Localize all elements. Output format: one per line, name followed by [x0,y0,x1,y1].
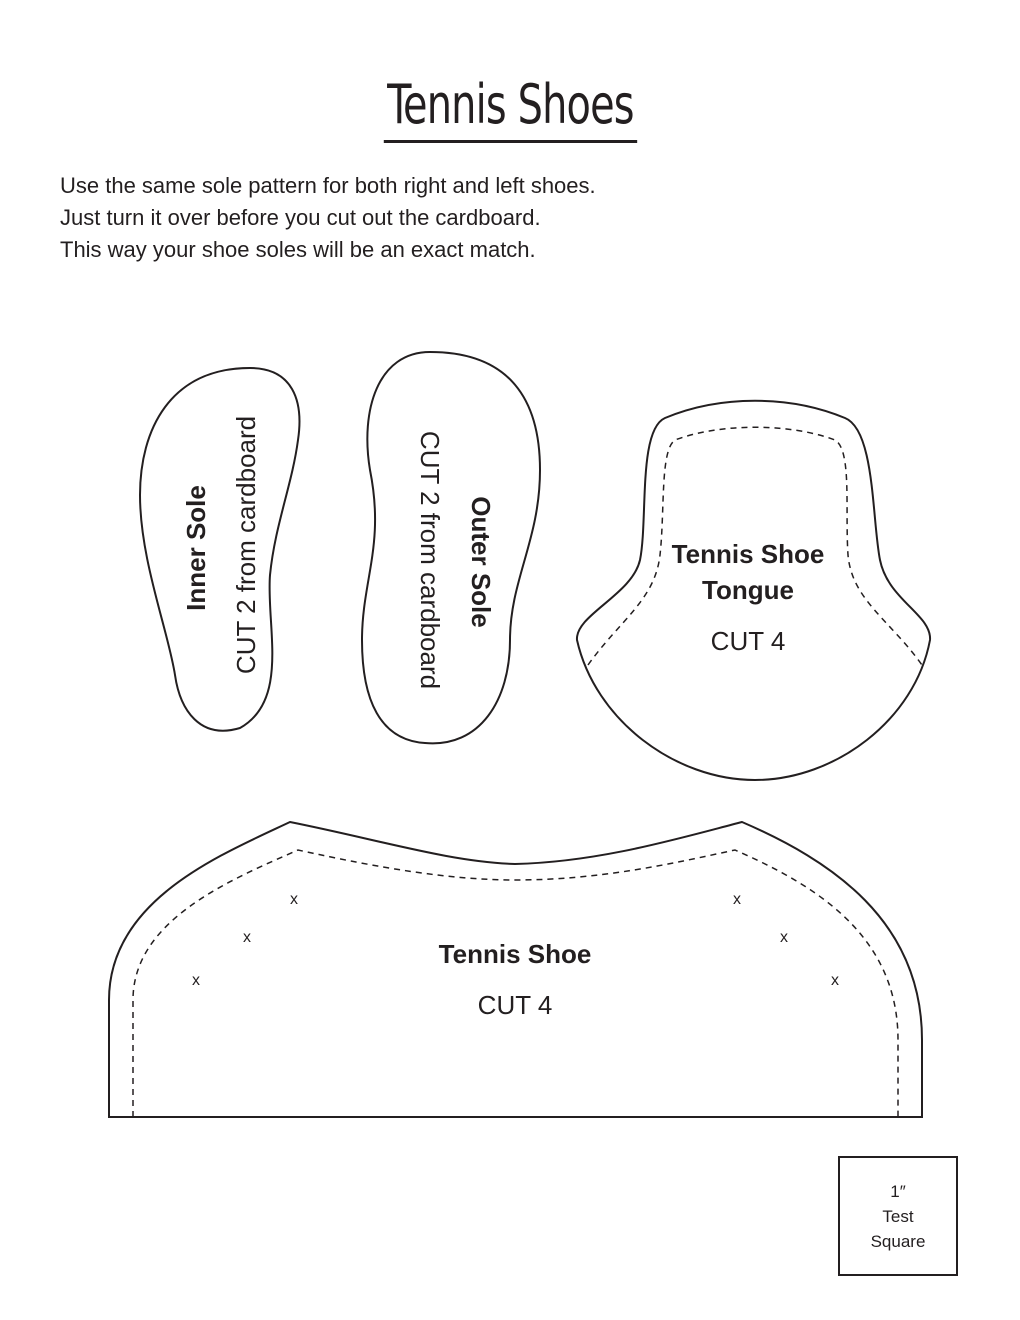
shoe-upper-seam-line [133,850,898,1117]
inner-sole-instruction: CUT 2 from cardboard [231,415,261,675]
outer-sole-outline [362,352,540,743]
shoe-upper-outline [109,822,922,1117]
tongue-label-line2: Tongue [702,575,794,605]
shoe-upper-instruction: CUT 4 [477,990,553,1020]
test-square-line2: Test [882,1206,914,1226]
stitch-mark: x [290,891,298,908]
tongue-instruction: CUT 4 [710,626,786,656]
stitch-mark: x [780,929,788,946]
stitch-mark: x [831,972,839,989]
test-square [838,1156,958,1276]
shoe-upper-piece [109,822,922,1117]
stitch-mark: x [733,891,741,908]
test-square-size: 1″ [890,1181,906,1201]
inner-sole-piece [140,368,299,731]
stitch-mark: x [243,929,251,946]
outer-sole-instruction: CUT 2 from cardboard [415,430,445,690]
stitch-mark: x [192,972,200,989]
instruction-line-3: This way your shoe soles will be an exact match. [60,237,536,262]
test-square-line3: Square [870,1231,926,1251]
tongue-label-line1: Tennis Shoe [671,539,825,569]
shoe-upper-label: Tennis Shoe [438,939,592,969]
outer-sole-piece [362,352,540,743]
title-text: Tennis Shoes [383,72,636,143]
outer-sole-label: Outer Sole [466,496,496,628]
inner-sole-label: Inner Sole [181,485,211,611]
instruction-line-2: Just turn it over before you cut out the cardboard. [60,205,541,230]
inner-sole-outline [140,368,299,731]
instruction-line-1: Use the same sole pattern for both right and left shoes. [60,173,596,198]
tongue-piece [577,401,930,780]
